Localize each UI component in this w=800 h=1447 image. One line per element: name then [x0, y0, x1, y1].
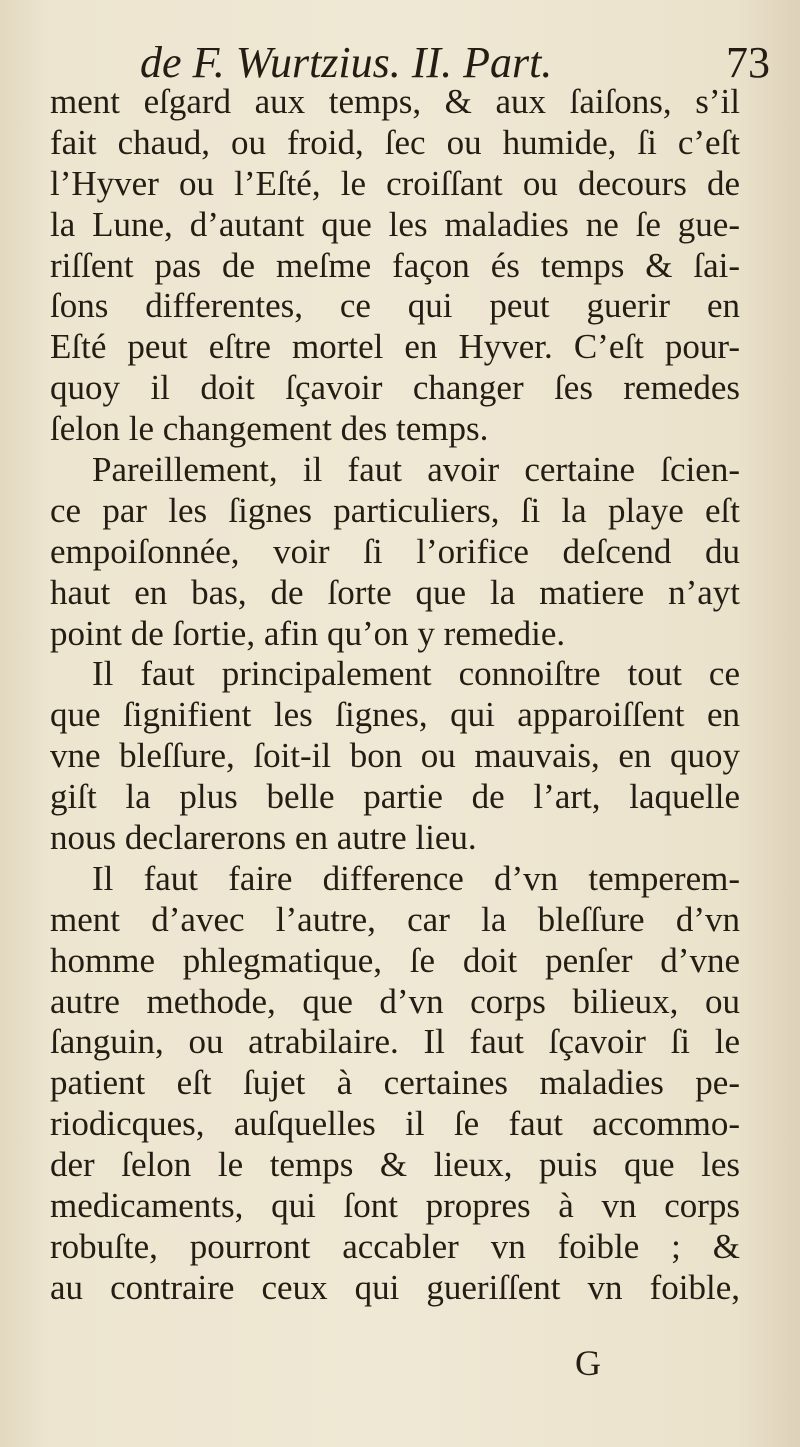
text-line: riodicques, auſquelles il ſe faut accommo- [50, 1104, 740, 1144]
text-line: l’Hyver ou l’Eſté, le croiſſant ou decours de [50, 163, 740, 203]
text-line: la Lune, d’autant que les maladies ne ſe gue- [50, 204, 740, 244]
text-line: fait chaud, ou froid, ſec ou humide, ſi c’eſt [50, 122, 740, 162]
text-line: ſanguin, ou atrabilaire. Il faut ſçavoir ſi le [50, 1022, 740, 1062]
text-line: point de ſortie, afin qu’on y remedie. [50, 613, 566, 653]
running-title: de F. Wurtzius. II. Part. [140, 38, 553, 87]
text-line: Pareillement, il faut avoir certaine ſcien- [92, 450, 740, 490]
text-line: medicaments, qui ſont propres à vn corps [50, 1186, 740, 1226]
text-line: quoy il doit ſçavoir changer ſes remedes [50, 368, 740, 408]
text-line: nous declarerons en autre lieu. [50, 818, 477, 858]
text-line: Il faut faire difference d’vn temperem- [92, 858, 740, 898]
page-number: 73 [726, 38, 770, 87]
text-line: robuſte, pourront accabler vn foible ; & [50, 1226, 740, 1266]
text-line: der ſelon le temps & lieux, puis que les [50, 1145, 740, 1185]
text-line: patient eſt ſujet à certaines maladies pe- [50, 1063, 740, 1103]
text-line: Eſté peut eſtre mortel en Hyver. C’eſt pour- [50, 327, 740, 367]
body-text [50, 82, 740, 1309]
text-line: au contraire ceux qui gueriſſent vn foible, [50, 1267, 740, 1307]
text-line: que ſignifient les ſignes, qui apparoiſſent en [50, 695, 740, 735]
text-line: haut en bas, de ſorte que la matiere n’ayt [50, 572, 740, 612]
text-line: empoiſonnée, voir ſi l’orifice deſcend du [50, 531, 740, 571]
text-line: ce par les ſignes particuliers, ſi la playe eſt [50, 490, 740, 530]
text-line: ſelon le changement des temps. [50, 409, 489, 449]
signature-mark: G [575, 1343, 601, 1383]
text-line: ment eſgard aux temps, & aux ſaiſons, s’il [50, 82, 740, 121]
text-line: autre methode, que d’vn corps bilieux, ou [50, 981, 740, 1021]
text-line: Il faut principalement connoiſtre tout ce [92, 654, 740, 694]
text-line: ſons differentes, ce qui peut guerir en [50, 286, 740, 326]
text-line: riſſent pas de meſme façon és temps & ſai- [50, 245, 740, 285]
text-line: homme phlegmatique, ſe doit penſer d’vne [50, 940, 740, 980]
text-line: ment d’avec l’autre, car la bleſſure d’vn [50, 899, 740, 939]
text-line: vne bleſſure, ſoit-il bon ou mauvais, en quoy [50, 736, 740, 776]
text-line: giſt la plus belle partie de l’art, laquelle [50, 777, 740, 817]
